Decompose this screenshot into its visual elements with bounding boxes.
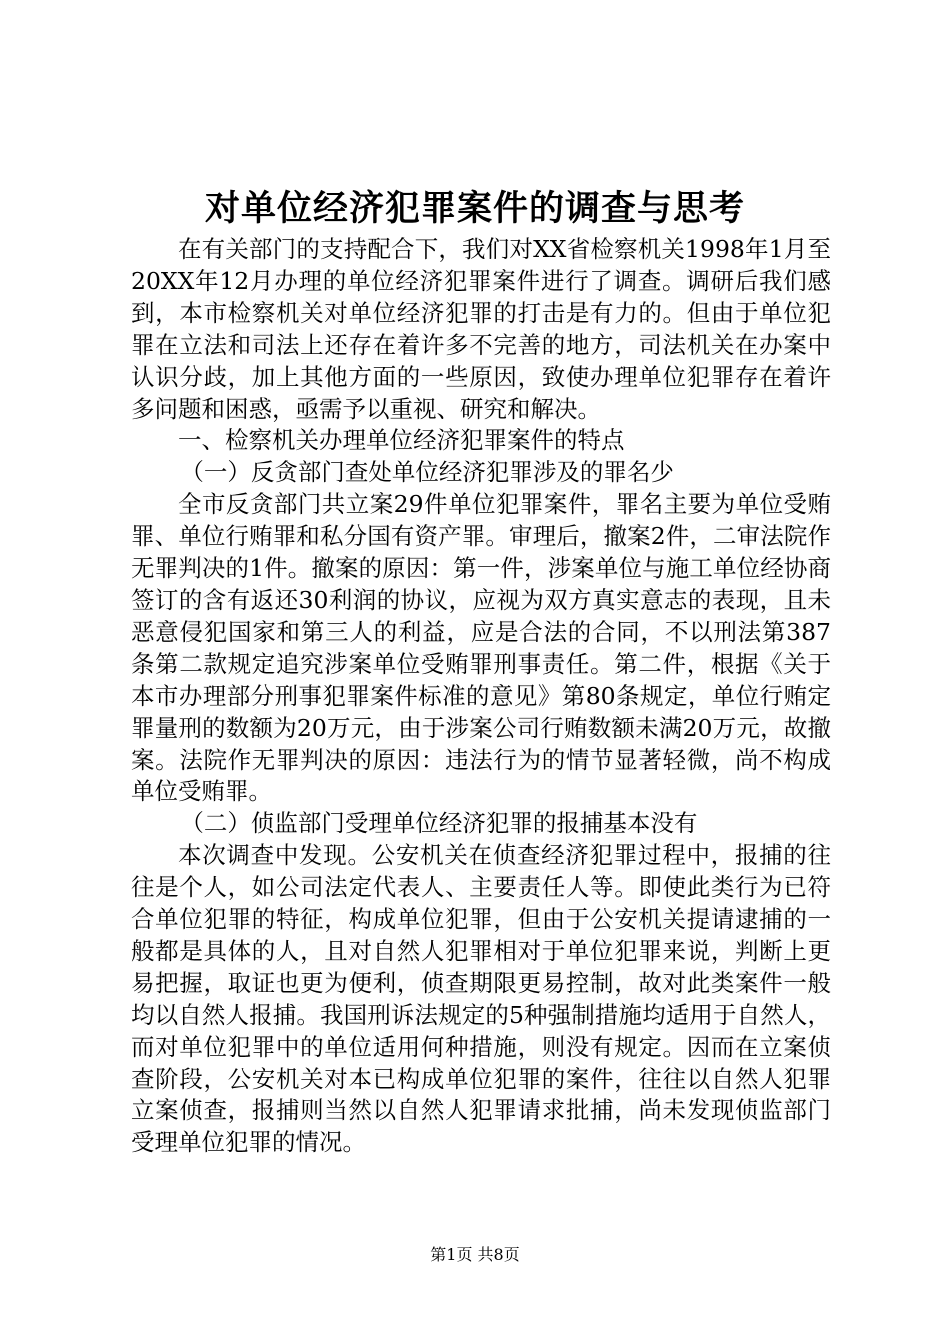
page-footer: 第1页 共8页 (430, 1245, 520, 1264)
intro-paragraph: 在有关部门的支持配合下，我们对XX省检察机关1998年1月至20XX年12月办理的单位经济犯罪案件进行了调查。调研后我们感到，本市检察机关对单位经济犯罪的打击是有力的。但由于单位犯罪在立法和司法上还存在着许多不完善的地方，司法机关在办案中认识分歧，加上其他方面的一些原因，致使办理单位犯罪存在着许多问题和困惑，亟需予以重视、研究和解决。 (131, 235, 831, 423)
document-title: 对单位经济犯罪案件的调查与思考 (204, 188, 745, 229)
subsection-heading-2: （二）侦监部门受理单位经济犯罪的报捕基本没有 (180, 809, 698, 838)
subsection-1-paragraph: 全市反贪部门共立案29件单位犯罪案件，罪名主要为单位受贿罪、单位行贿罪和私分国有资产罪。审理后，撤案2件，二审法院作无罪判决的1件。撤案的原因：第一件，涉案单位与施工单位经协商签订的含有返还30利润的协议，应视为双方真实意志的表现，且未恶意侵犯国家和第三人的利益，应是合法的合同，不以刑法第387条第二款规定追究涉案单位受贿罪刑事责任。第二件，根据《关于本市办理部分刑事犯罪案件标准的意见》第80条规定，单位行贿定罪量刑的数额为20万元，由于涉案公司行贿数额未满20万元，故撤案。法院作无罪判决的原因：违法行为的情节显著轻微，尚不构成单位受贿罪。 (131, 490, 831, 806)
subsection-2-paragraph: 本次调查中发现。公安机关在侦查经济犯罪过程中，报捕的往往是个人，如公司法定代表人、主要责任人等。即使此类行为已符合单位犯罪的特征，构成单位犯罪，但由于公安机关提请逮捕的一般都是具体的人，且对自然人犯罪相对于单位犯罪来说，判断上更易把握，取证也更为便利，侦查期限更易控制，故对此类案件一般均以自然人报捕。我国刑诉法规定的5种强制措施均适用于自然人，而对单位犯罪中的单位适用何种措施，则没有规定。因而在立案侦查阶段，公安机关对本已构成单位犯罪的案件，往往以自然人犯罪立案侦查，报捕则当然以自然人犯罪请求批捕，尚未发现侦监部门受理单位犯罪的情况。 (131, 841, 831, 1157)
subsection-heading-1: （一）反贪部门查处单位经济犯罪涉及的罪名少 (180, 458, 674, 487)
section-heading-1: 一、检察机关办理单位经济犯罪案件的特点 (178, 426, 625, 455)
document-body (131, 234, 831, 1159)
